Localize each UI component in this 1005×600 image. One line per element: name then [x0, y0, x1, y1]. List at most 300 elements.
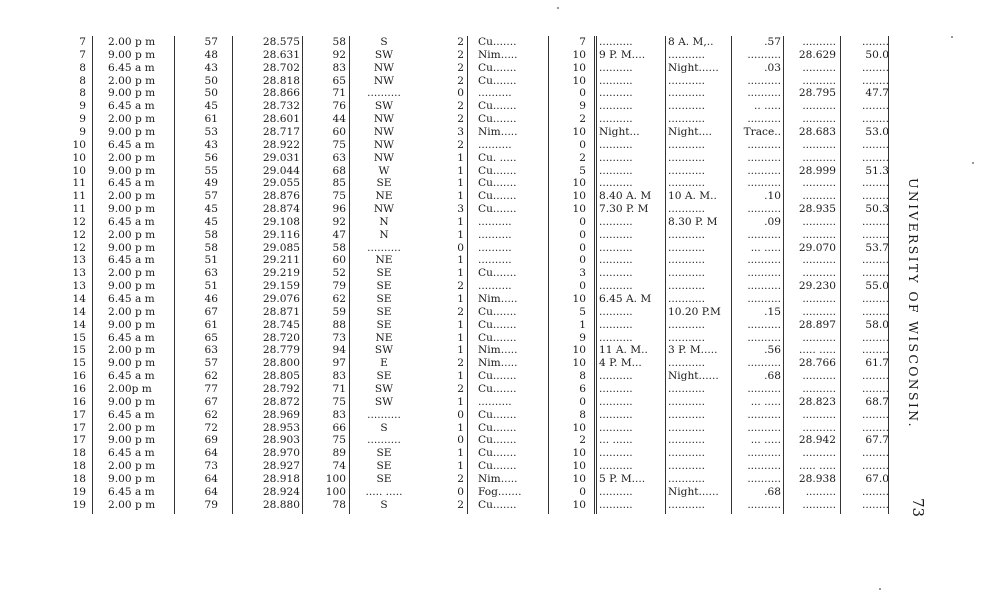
rainfall-cell: ..........: [747, 382, 781, 395]
hour-cell: 2.00 p m: [108, 267, 156, 280]
cloud-amount-cell: 0: [579, 395, 586, 408]
barometer-cell: 28.880: [262, 498, 300, 511]
column-rule: [594, 36, 595, 514]
wind-force-cell: 0: [457, 485, 464, 498]
cloud-kind-cell: Cu.......: [478, 113, 517, 126]
rain-began-cell: ..........: [599, 87, 633, 100]
barometer-cell: 28.874: [262, 203, 300, 216]
wind-direction-cell: SE: [376, 305, 392, 318]
mean-barometer-cell: ..........: [802, 113, 836, 126]
mean-temperature-cell: ........: [862, 177, 889, 190]
mean-barometer-cell: 28.629: [798, 48, 836, 61]
rain-ended-cell: ...........: [668, 87, 706, 100]
rain-ended-cell: ...........: [668, 434, 706, 447]
humidity-cell: 60: [332, 125, 346, 138]
mean-barometer-cell: ..........: [802, 190, 836, 203]
wind-force-cell: 1: [457, 318, 464, 331]
barometer-cell: 28.575: [262, 36, 300, 48]
day-cell: 12: [72, 215, 86, 228]
rain-ended-cell: 3 P. M.....: [668, 344, 718, 357]
rain-began-cell: 8.40 A. M: [599, 190, 652, 203]
column-rule: [349, 36, 350, 514]
cloud-kind-cell: Nim.....: [478, 48, 518, 61]
mean-temperature-cell: ........: [862, 460, 889, 473]
barometer-cell: 29.055: [262, 177, 300, 190]
wind-force-cell: 2: [457, 113, 464, 126]
cloud-amount-cell: 0: [579, 228, 586, 241]
hour-cell: 6.45 a m: [108, 370, 155, 383]
rain-ended-cell: ...........: [668, 408, 706, 421]
mean-temperature-cell: ........: [862, 151, 889, 164]
mean-barometer-cell: ..........: [802, 421, 836, 434]
rainfall-cell: .09: [764, 215, 781, 228]
thermometer-cell: 61: [204, 318, 218, 331]
table-row: [0, 332, 900, 345]
cloud-amount-cell: 10: [572, 74, 586, 87]
wind-force-cell: 2: [457, 357, 464, 370]
table-row: [0, 319, 900, 332]
mean-barometer-cell: 28.942: [798, 434, 836, 447]
cloud-kind-cell: ..........: [478, 215, 512, 228]
table-row: [0, 293, 900, 306]
humidity-cell: 68: [332, 164, 346, 177]
rain-ended-cell: ...........: [668, 331, 706, 344]
hour-cell: 9.00 p m: [108, 164, 156, 177]
cloud-amount-cell: 2: [579, 434, 586, 447]
wind-direction-cell: ..........: [367, 408, 401, 421]
rain-began-cell: ..........: [599, 177, 633, 190]
hour-cell: 6.45 a m: [108, 138, 155, 151]
barometer-cell: 28.903: [262, 434, 300, 447]
wind-force-cell: 0: [457, 408, 464, 421]
rainfall-cell: ..........: [747, 447, 781, 460]
humidity-cell: 58: [332, 241, 346, 254]
cloud-amount-cell: 8: [579, 408, 586, 421]
cloud-kind-cell: ..........: [478, 395, 512, 408]
wind-direction-cell: N: [379, 215, 389, 228]
day-cell: 9: [79, 100, 86, 113]
wind-force-cell: 1: [457, 267, 464, 280]
rain-ended-cell: 10.20 P.M: [668, 305, 721, 318]
rainfall-cell: .10: [764, 190, 781, 203]
rainfall-cell: ..........: [747, 280, 781, 293]
thermometer-cell: 46: [204, 293, 218, 305]
rainfall-cell: ..........: [747, 228, 781, 241]
wind-force-cell: 1: [457, 331, 464, 344]
mean-barometer-cell: .........: [805, 485, 836, 498]
rain-ended-cell: ...........: [668, 100, 706, 113]
wind-force-cell: 1: [457, 460, 464, 473]
day-cell: 14: [72, 318, 86, 331]
day-cell: 16: [72, 382, 86, 395]
mean-barometer-cell: 28.999: [798, 164, 836, 177]
wind-direction-cell: NE: [375, 190, 393, 203]
mean-temperature-cell: ........: [862, 74, 889, 87]
column-rule: [548, 36, 549, 514]
wind-force-cell: 0: [457, 87, 464, 100]
table-row: [0, 242, 900, 255]
column-rule: [302, 36, 303, 514]
hour-cell: 6.45 a m: [108, 447, 155, 460]
humidity-cell: 63: [332, 151, 346, 164]
day-cell: 18: [72, 447, 86, 460]
paper-speck: [879, 588, 881, 590]
mean-barometer-cell: 28.935: [798, 203, 836, 216]
day-cell: 11: [72, 177, 86, 190]
cloud-kind-cell: Cu.......: [478, 382, 517, 395]
wind-direction-cell: N: [379, 228, 389, 241]
thermometer-cell: 63: [204, 344, 218, 357]
thermometer-cell: 65: [204, 331, 218, 344]
barometer-cell: 28.792: [262, 382, 300, 395]
mean-barometer-cell: 28.683: [798, 125, 836, 138]
wind-direction-cell: NW: [373, 203, 395, 216]
rain-began-cell: ..........: [599, 318, 633, 331]
humidity-cell: 83: [332, 370, 346, 383]
table-row: [0, 447, 900, 460]
table-row: [0, 460, 900, 473]
hour-cell: 2.00 p m: [108, 498, 156, 511]
thermometer-cell: 64: [204, 472, 218, 485]
paper-speck: [557, 7, 559, 9]
barometer-cell: 28.918: [262, 472, 300, 485]
thermometer-cell: 64: [204, 485, 218, 498]
rain-began-cell: ..........: [599, 241, 633, 254]
rainfall-cell: .15: [764, 305, 781, 318]
humidity-cell: 75: [332, 395, 346, 408]
wind-force-cell: 1: [457, 190, 464, 203]
rainfall-cell: ..........: [747, 318, 781, 331]
rain-began-cell: 9 P. M....: [599, 48, 646, 61]
wind-force-cell: 2: [457, 498, 464, 511]
rainfall-cell: ..........: [747, 254, 781, 267]
mean-barometer-cell: ..........: [802, 151, 836, 164]
barometer-cell: 29.076: [262, 293, 300, 305]
wind-direction-cell: SE: [376, 177, 392, 190]
hour-cell: 2.00 p m: [108, 305, 156, 318]
table-row: [0, 370, 900, 383]
wind-force-cell: 1: [457, 151, 464, 164]
rain-began-cell: ..........: [599, 228, 633, 241]
cloud-amount-cell: 10: [572, 190, 586, 203]
rain-began-cell: ..........: [599, 395, 633, 408]
humidity-cell: 47: [332, 228, 346, 241]
rainfall-cell: ..........: [747, 203, 781, 216]
rain-began-cell: 5 P. M....: [599, 472, 646, 485]
rainfall-cell: ..........: [747, 48, 781, 61]
mean-temperature-cell: ........: [862, 138, 889, 151]
table-row: [0, 229, 900, 242]
cloud-amount-cell: 10: [572, 421, 586, 434]
humidity-cell: 97: [332, 357, 346, 370]
mean-temperature-cell: ........: [862, 331, 889, 344]
table-row: [0, 473, 900, 486]
rain-ended-cell: ...........: [668, 241, 706, 254]
rain-began-cell: ..........: [599, 215, 633, 228]
wind-force-cell: 2: [457, 305, 464, 318]
day-cell: 19: [72, 485, 86, 498]
mean-barometer-cell: 28.897: [798, 318, 836, 331]
humidity-cell: 89: [332, 447, 346, 460]
table-row: [0, 383, 900, 396]
table-row: [0, 216, 900, 229]
cloud-kind-cell: ..........: [478, 254, 512, 267]
rain-ended-cell: ...........: [668, 472, 706, 485]
wind-force-cell: 2: [457, 382, 464, 395]
thermometer-cell: 67: [204, 395, 218, 408]
cloud-amount-cell: 10: [572, 472, 586, 485]
barometer-cell: 29.116: [262, 228, 300, 241]
hour-cell: 6.45 a m: [108, 331, 155, 344]
table-row: [0, 75, 900, 88]
day-cell: 14: [72, 305, 86, 318]
day-cell: 8: [79, 74, 86, 87]
humidity-cell: 59: [332, 305, 346, 318]
hour-cell: 9.00 p m: [108, 203, 156, 216]
mean-barometer-cell: ..........: [802, 36, 836, 48]
wind-force-cell: 1: [457, 421, 464, 434]
table-row: [0, 499, 900, 512]
wind-direction-cell: NW: [373, 61, 395, 74]
table-row: [0, 36, 900, 49]
cloud-kind-cell: Cu.......: [478, 370, 517, 383]
wind-direction-cell: SE: [376, 267, 392, 280]
table-row: [0, 306, 900, 319]
cloud-amount-cell: 9: [579, 331, 586, 344]
wind-direction-cell: SW: [374, 48, 394, 61]
day-cell: 17: [72, 421, 86, 434]
column-rule: [174, 36, 175, 514]
rainfall-cell: ..........: [747, 267, 781, 280]
day-cell: 17: [72, 434, 86, 447]
rainfall-cell: ..........: [747, 293, 781, 305]
wind-direction-cell: SE: [376, 293, 392, 305]
hour-cell: 2.00 p m: [108, 151, 156, 164]
barometer-cell: 28.779: [262, 344, 300, 357]
rainfall-cell: Trace..: [743, 125, 781, 138]
cloud-amount-cell: 3: [579, 267, 586, 280]
table-row: [0, 165, 900, 178]
barometer-cell: 28.717: [262, 125, 300, 138]
cloud-amount-cell: 10: [572, 177, 586, 190]
thermometer-cell: 50: [204, 87, 218, 100]
barometer-cell: 29.159: [262, 280, 300, 293]
hour-cell: 2.00 p m: [108, 228, 156, 241]
barometer-cell: 28.702: [262, 61, 300, 74]
humidity-cell: 88: [332, 318, 346, 331]
cloud-kind-cell: Cu.......: [478, 447, 517, 460]
day-cell: 7: [79, 48, 86, 61]
cloud-kind-cell: Fog.......: [478, 485, 522, 498]
cloud-amount-cell: 10: [572, 293, 586, 305]
cloud-amount-cell: 10: [572, 498, 586, 511]
barometer-cell: 28.631: [262, 48, 300, 61]
mean-barometer-cell: 28.823: [798, 395, 836, 408]
hour-cell: 9.00 p m: [108, 318, 156, 331]
day-cell: 11: [72, 190, 86, 203]
humidity-cell: 52: [332, 267, 346, 280]
hour-cell: 9.00 p m: [108, 395, 156, 408]
wind-direction-cell: ..........: [367, 434, 401, 447]
cloud-kind-cell: Cu.......: [478, 498, 517, 511]
wind-direction-cell: SW: [374, 395, 394, 408]
rain-ended-cell: ...........: [668, 48, 706, 61]
rain-began-cell: ..........: [599, 280, 633, 293]
mean-barometer-cell: 28.766: [798, 357, 836, 370]
mean-barometer-cell: 29.070: [798, 241, 836, 254]
humidity-cell: 83: [332, 61, 346, 74]
table-row: [0, 126, 900, 139]
mean-barometer-cell: ..........: [802, 138, 836, 151]
humidity-cell: 76: [332, 100, 346, 113]
day-cell: 14: [72, 293, 86, 305]
rain-began-cell: ..........: [599, 331, 633, 344]
wind-direction-cell: S: [380, 421, 388, 434]
wind-force-cell: 2: [457, 138, 464, 151]
thermometer-cell: 57: [204, 190, 218, 203]
rainfall-cell: .68: [764, 370, 781, 383]
day-cell: 18: [72, 460, 86, 473]
cloud-amount-cell: 0: [579, 280, 586, 293]
wind-force-cell: 0: [457, 434, 464, 447]
mean-temperature-cell: ........: [862, 254, 889, 267]
wind-force-cell: 1: [457, 447, 464, 460]
table-row: [0, 49, 900, 62]
humidity-cell: 60: [332, 254, 346, 267]
wind-force-cell: 1: [457, 164, 464, 177]
wind-direction-cell: NW: [373, 74, 395, 87]
wind-force-cell: 2: [457, 61, 464, 74]
mean-temperature-cell: ........: [862, 100, 889, 113]
rain-began-cell: 4 P. M...: [599, 357, 642, 370]
mean-temperature-cell: 61.7: [865, 357, 889, 370]
rain-ended-cell: ...........: [668, 421, 706, 434]
barometer-cell: 28.866: [262, 87, 300, 100]
mean-temperature-cell: ........: [862, 498, 889, 511]
mean-barometer-cell: ..... .....: [798, 460, 836, 473]
mean-temperature-cell: ........: [862, 61, 889, 74]
humidity-cell: 96: [332, 203, 346, 216]
humidity-cell: 92: [332, 215, 346, 228]
hour-cell: 2.00 p m: [108, 36, 156, 48]
cloud-kind-cell: Cu.......: [478, 331, 517, 344]
day-cell: 10: [72, 164, 86, 177]
rain-ended-cell: Night....: [668, 125, 712, 138]
humidity-cell: 71: [332, 87, 346, 100]
wind-force-cell: 2: [457, 280, 464, 293]
barometer-cell: 28.818: [262, 74, 300, 87]
thermometer-cell: 64: [204, 447, 218, 460]
humidity-cell: 66: [332, 421, 346, 434]
wind-force-cell: 1: [457, 370, 464, 383]
thermometer-cell: 61: [204, 113, 218, 126]
cloud-kind-cell: Cu.......: [478, 74, 517, 87]
table-row: [0, 344, 900, 357]
mean-barometer-cell: 28.938: [798, 472, 836, 485]
table-row: [0, 113, 900, 126]
day-cell: 13: [72, 254, 86, 267]
rainfall-cell: ..........: [747, 408, 781, 421]
cloud-amount-cell: 10: [572, 447, 586, 460]
thermometer-cell: 53: [204, 125, 218, 138]
wind-force-cell: 1: [457, 395, 464, 408]
cloud-kind-cell: Cu.......: [478, 318, 517, 331]
rain-ended-cell: ...........: [668, 460, 706, 473]
table-row: [0, 409, 900, 422]
thermometer-cell: 77: [204, 382, 218, 395]
rain-ended-cell: ...........: [668, 138, 706, 151]
hour-cell: 6.45 a m: [108, 485, 155, 498]
mean-temperature-cell: ........: [862, 344, 889, 357]
mean-temperature-cell: ........: [862, 305, 889, 318]
wind-direction-cell: ..........: [367, 87, 401, 100]
wind-force-cell: 3: [457, 203, 464, 216]
rain-began-cell: ..........: [599, 254, 633, 267]
day-cell: 7: [79, 36, 86, 48]
barometer-cell: 29.031: [262, 151, 300, 164]
mean-barometer-cell: ..........: [802, 382, 836, 395]
rain-ended-cell: ...........: [668, 293, 706, 305]
cloud-kind-cell: Cu.......: [478, 305, 517, 318]
mean-temperature-cell: 67.7: [865, 434, 889, 447]
barometer-cell: 29.108: [262, 215, 300, 228]
humidity-cell: 44: [332, 113, 346, 126]
paper-speck: [972, 162, 974, 164]
humidity-cell: 75: [332, 138, 346, 151]
thermometer-cell: 49: [204, 177, 218, 190]
rain-ended-cell: ...........: [668, 267, 706, 280]
humidity-cell: 92: [332, 48, 346, 61]
barometer-cell: 28.872: [262, 395, 300, 408]
wind-force-cell: 0: [457, 241, 464, 254]
hour-cell: 2.00 p m: [108, 421, 156, 434]
mean-temperature-cell: 50.0: [865, 48, 889, 61]
barometer-cell: 28.953: [262, 421, 300, 434]
barometer-cell: 28.800: [262, 357, 300, 370]
mean-temperature-cell: ........: [862, 485, 889, 498]
day-cell: 9: [79, 125, 86, 138]
humidity-cell: 74: [332, 460, 346, 473]
rainfall-cell: ... .....: [750, 434, 781, 447]
hour-cell: 6.45 a m: [108, 100, 155, 113]
mean-barometer-cell: ..........: [802, 293, 836, 305]
thermometer-cell: 48: [204, 48, 218, 61]
cloud-kind-cell: Cu.......: [478, 190, 517, 203]
column-rule: [467, 36, 468, 514]
cloud-kind-cell: Cu.......: [478, 36, 517, 48]
mean-temperature-cell: ........: [862, 370, 889, 383]
barometer-cell: 28.876: [262, 190, 300, 203]
rainfall-cell: ..........: [747, 357, 781, 370]
hour-cell: 2.00 p m: [108, 344, 156, 357]
thermometer-cell: 57: [204, 36, 218, 48]
day-cell: 16: [72, 370, 86, 383]
cloud-kind-cell: ..........: [478, 138, 512, 151]
table-row: [0, 254, 900, 267]
rain-began-cell: 7.30 P. M: [599, 203, 649, 216]
cloud-amount-cell: 0: [579, 138, 586, 151]
rain-began-cell: ..........: [599, 498, 633, 511]
rainfall-cell: ..........: [747, 331, 781, 344]
wind-force-cell: 2: [457, 472, 464, 485]
hour-cell: 9.00 p m: [108, 472, 156, 485]
hour-cell: 9.00 p m: [108, 357, 156, 370]
hour-cell: 9.00 p m: [108, 125, 156, 138]
rain-ended-cell: 10 A. M..: [668, 190, 717, 203]
cloud-amount-cell: 5: [579, 305, 586, 318]
column-rule: [596, 36, 597, 514]
mean-temperature-cell: 51.3: [865, 164, 889, 177]
